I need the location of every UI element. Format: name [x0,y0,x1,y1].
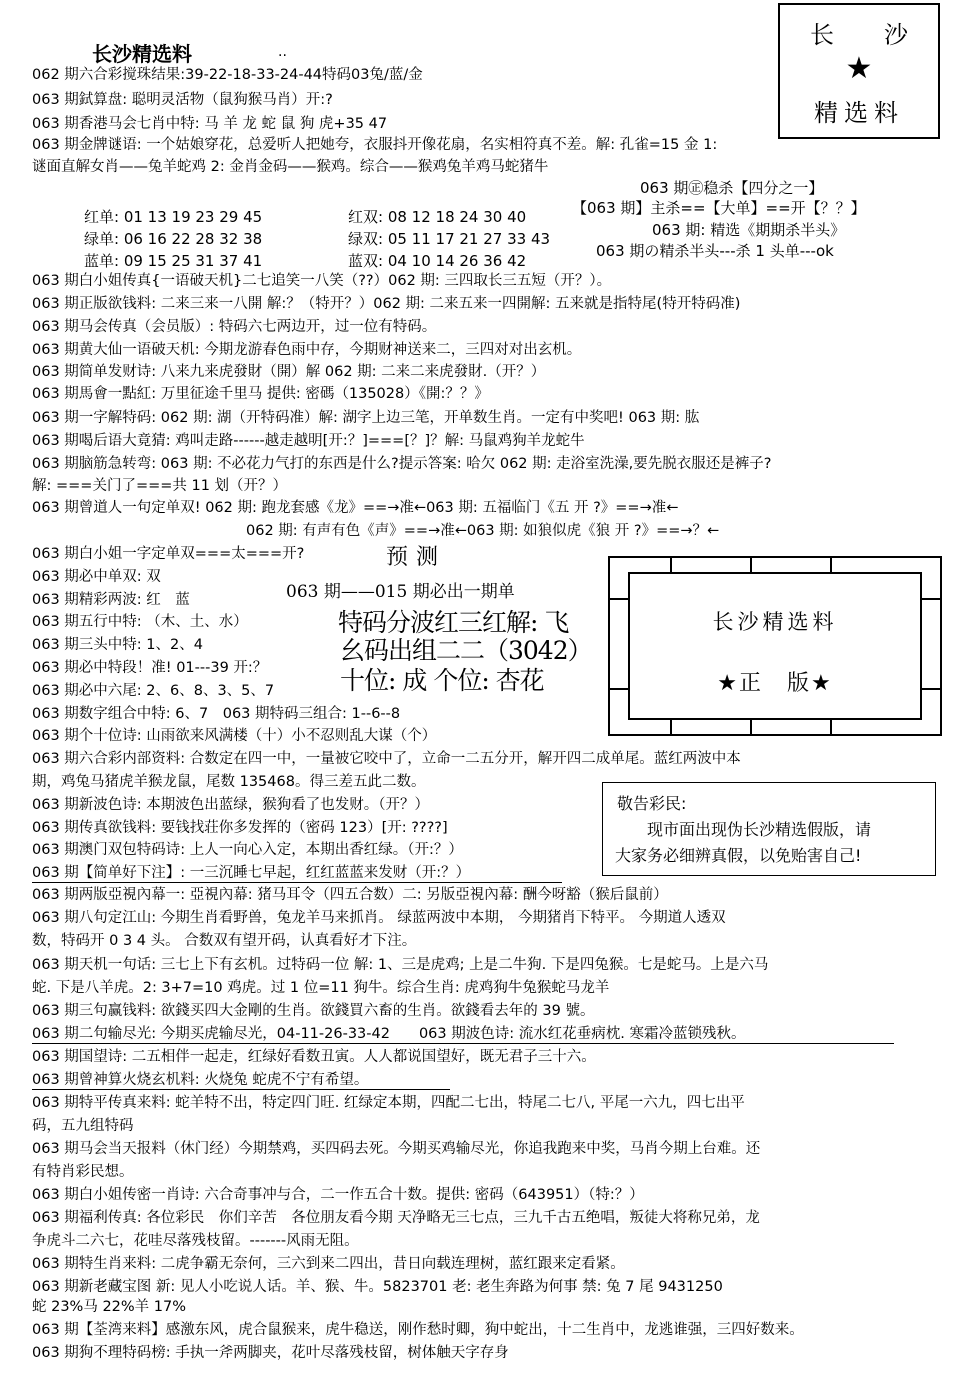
right-block-line: 063 期の精杀半头---杀 1 头单---ok [596,242,834,260]
text-line: 063 期精彩两波: 红 蓝 [32,592,190,608]
right-block-line: 063 期: 精选《期期杀半头》 [652,221,846,239]
text-line: 063 期新老藏宝图 新: 见人小吃说人话。羊、猴、牛。5823701 老: 老生奔路为何事 禁: 兔 7 尾 9431250 [32,1279,723,1295]
text-line: 063 期香港马会七肖中特: 马 羊 龙 蛇 鼠 狗 虎+35 47 [32,116,388,132]
right-block-line: 063 期㊣稳杀【四分之一】 [640,179,824,197]
prediction-subtitle: 063 期——015 期必出一期单 [286,582,515,602]
text-line: 063 期传真欲钱料: 要钱找荘你多发挥的（密码 123）[开: ????] [32,820,448,836]
text-line: 063 期马会当天报料（休门经）今期禁鸡，买四码去死。今期买鸡输尽光，你追我跑来中奖，马肖今期上台难。还 [32,1141,761,1157]
notice-heading: 敬告彩民: [617,794,687,813]
text-line: 063 期八句定江山: 今期生肖看野兽，兔龙羊马来抓肖。 绿蓝两波中本期， 今期猪肖下特平。 今期道人透双 [32,910,726,926]
handwritten-line: 十位: 成 个位: 杏花 [340,666,544,695]
text-line: 063 期两版亞視內幕一: 亞視內幕: 猪马耳令（四五合数）二: 另版亞視內幕: 酬今呀豁（猴后鼠前） [32,887,668,903]
text-line: 063 期白小姐传真{一语破天机}二七追笑一八笑（??）062 期: 三四取长三五短（开？）。 [32,273,612,289]
text-line: 062 期: 有声有色《声》==→准←063 期: 如狼似虎《狼 开 ?》==→？← [246,523,720,539]
text-line: 063 期黄大仙一语破天机: 今期龙游春色雨中存，今期财神送来二，三四对对出玄机。 [32,342,582,358]
text-line: 063 期天机一句话: 三七上下有玄机。过特码一位 解: 1、三是虎鸡; 上是二牛狗. 下是四兔猴。七是蛇马。上是六马 [32,957,769,973]
text-line: 蛇. 下是八羊虎。2: 3+7=10 鸡虎。过 1 位=11 狗牛。综合生肖: 虎鸡狗牛兔猴蛇马龙羊 [32,980,610,996]
text-line: 063 期简单发财诗: 八来九来虎發財（開）解 062 期: 二来二来虎發財.（开？） [32,364,546,380]
corner-char-right: 沙 [884,21,908,49]
text-line: 有特肖彩民想。 [32,1164,134,1180]
text-line: 063 期马会传真（会员版）: 特码六七两边开，过一位有特码。 [32,319,437,335]
green-double: 绿双: 05 11 17 21 27 33 43 [348,230,551,248]
text-line: 期，鸡兔马猪虎羊猴龙鼠，尾数 135468。得三差五此二数。 [32,774,426,790]
text-line: 063 期特生肖来料: 二虎争霸无奈何，三六到来二四出，昔日向载连理树，蓝红跟来定看紧。 [32,1256,625,1272]
text-line: 争虎斗二六七，花哇尽落残枝留。-------风雨无阻。 [32,1233,359,1249]
text-line: 063 期馬會一點紅: 万里征途千里马 提供: 密碼（135028）《開:？？》 [32,386,489,402]
text-line: 063 期【荃湾来料】感激东风，虎合鼠猴来，虎牛稳送，刚作愁时卿，狗中蛇出，十二生肖中，龙逃谁强，三四好数来。 [32,1322,804,1338]
text-line: 062 期六合彩搅珠结果:39-22-18-33-24-44特码03兔/蓝/金 [32,67,423,83]
frame-edition: ★正 版★ [717,671,833,696]
text-line: 解: ===关门了===共 11 划（开？） [32,478,288,494]
text-line: 063 期个十位诗: 山雨欲来风满楼（十）小不忍则乱大谋（个） [32,728,437,744]
text-line: 063 期澳门双包特码诗: 上人一向心入定，本期出香红绿。（开:？） [32,842,463,858]
text-line: 063 期鉽算盘: 聪明灵活物（鼠狗猴马肖）开:? [32,92,333,108]
text-line: 063 期狗不理特码榜: 手执一斧两脚夹，花叶尽落残枝留，树体触天字存身 [32,1345,509,1361]
corner-brand-box [778,3,940,139]
blue-double: 蓝双: 04 10 14 26 36 42 [348,252,527,270]
text-line: 063 期脑筋急转弯: 063 期: 不必花力气打的东西是什么?提示答案: 哈欠 062 期: 走浴室洗澡,要先脱衣服还是裤子? [32,456,772,472]
text-line: 063 期必中单双: 双 [32,569,161,585]
text-line: 063 期正版欲钱料: 二来三来一八開 解:？（特开？）062 期: 二来五来一四開解: 五来就是指特尾(特开特码准) [32,296,741,312]
text-line: 063 期一字解特码: 062 期: 湖（开特码准）解: 湖字上边三笔，开单数生肖。一定有中奖吧! 063 期: 肱 [32,410,700,426]
text-line: 蛇 23%马 22%羊 17% [32,1299,187,1315]
red-single: 红单: 01 13 19 23 29 45 [84,208,263,226]
text-line: 063 期白小姐一字定单双===太===开? [32,546,305,562]
text-line: 063 期五行中特: （木、土、水） [32,614,248,630]
text-line: 063 期曾神算火烧玄机料: 火烧兔 蛇虎不宁有希望。 [32,1072,369,1088]
red-double: 红双: 08 12 18 24 30 40 [348,208,527,226]
text-line: 063 期必中特段！准! 01---39 开:？ [32,660,268,676]
text-line: 063 期必中六尾: 2、6、8、3、5、7 [32,683,275,699]
official-edition-frame [608,556,942,736]
text-line: 063 期国望诗: 二五相伴一起走，红绿好看数丑寅。人人都说国望好，既无君子三十六。 [32,1049,596,1065]
text-line: 063 期二句输尽光: 今期买虎输尽光，04-11-26-33-42 063 期波色诗: 流水红花垂病枕. 寒霜冷蓝锁残秋。 [32,1026,746,1042]
notice-text: 现市面出现伪长沙精选假版，请 [647,820,872,839]
prediction-title: 预测 [386,545,447,570]
title-dots: .. [278,44,287,60]
text-line: 063 期六合彩内部资料: 合数定在四一中，一量被它咬中了，立命一二五分开，解开四二成单尾。蓝红两波中本 [32,751,741,767]
green-single: 绿单: 06 16 22 28 32 38 [84,230,263,248]
notice-text: 大家务必细辨真假，以免贻害自己! [615,846,862,865]
star-icon: ★ [845,51,873,86]
handwritten-line: 幺码出组二二（3042） [340,636,592,665]
text-line: 码，五九组特码 [32,1118,134,1134]
text-line: 063 期福利传真: 各位彩民 你们辛苦 各位朋友看今期 天净略无三七点，三九千古五绝唱，叛徒大将称兄弟，龙 [32,1210,760,1226]
text-line: 063 期三头中特: 1、2、4 [32,637,203,653]
text-line: 063 期金牌谜语: 一个姑娘穿花，总爱听人把她夸，衣服抖开像花扇，名实相符真不差。解: 孔雀=15 金 1: [32,137,718,153]
frame-title: 长沙精选料 [712,610,838,634]
notice-box [602,782,936,876]
text-line: 063 期新波色诗: 本期波色出蓝绿，猴狗看了也发财。（开？） [32,797,430,813]
handwritten-line: 特码分波红三红解: 飞 [338,608,569,637]
text-line: 063 期特平传真来料: 蛇羊特不出，特定四门旺. 红绿定本期，四配二七出，特尾二七八, 平尾一六九，四七出平 [32,1095,745,1111]
text-line: 数，特码开 0 3 4 头。 合数双有望开码，认真看好才下注。 [32,933,417,949]
text-line: 063 期【简单好下注】: 一三沉睡七早起，红红蓝蓝来发财（开:？） [32,865,471,881]
text-line: 063 期曾道人一句定单双! 062 期: 跑龙套感《龙》==→准←063 期: 五福临门《五 开 ?》==→准← [32,500,679,516]
page-title: 长沙精选料 [92,42,192,66]
text-line: 063 期三句赢钱料: 欲錢买四大金剛的生肖。欲錢買六畜的生肖。欲錢看去年的 39 號。 [32,1003,595,1019]
text-line: 063 期白小姐传密一肖诗: 六合奇事冲与合，二一作五合十数。提供: 密码（643951）（特:？） [32,1187,644,1203]
right-block-line: 【063 期】主杀==【大单】==开【？？】 [572,199,866,217]
corner-char-left: 长 [810,21,834,49]
text-line: 063 期数字组合中特: 6、7 063 期特码三组合: 1--6--8 [32,706,401,722]
blue-single: 蓝单: 09 15 25 31 37 41 [84,252,263,270]
corner-caption: 精选料 [814,99,904,127]
text-line: 063 期喝后语大竟猜: 鸡叫走路------越走越明[开:？]===[？]？解: 马鼠鸡狗羊龙蛇牛 [32,433,585,449]
text-line: 谜面直解女肖——兔羊蛇鸡 2: 金肖金码——猴鸡。综合——猴鸡兔羊鸡马蛇猪牛 [32,159,549,175]
